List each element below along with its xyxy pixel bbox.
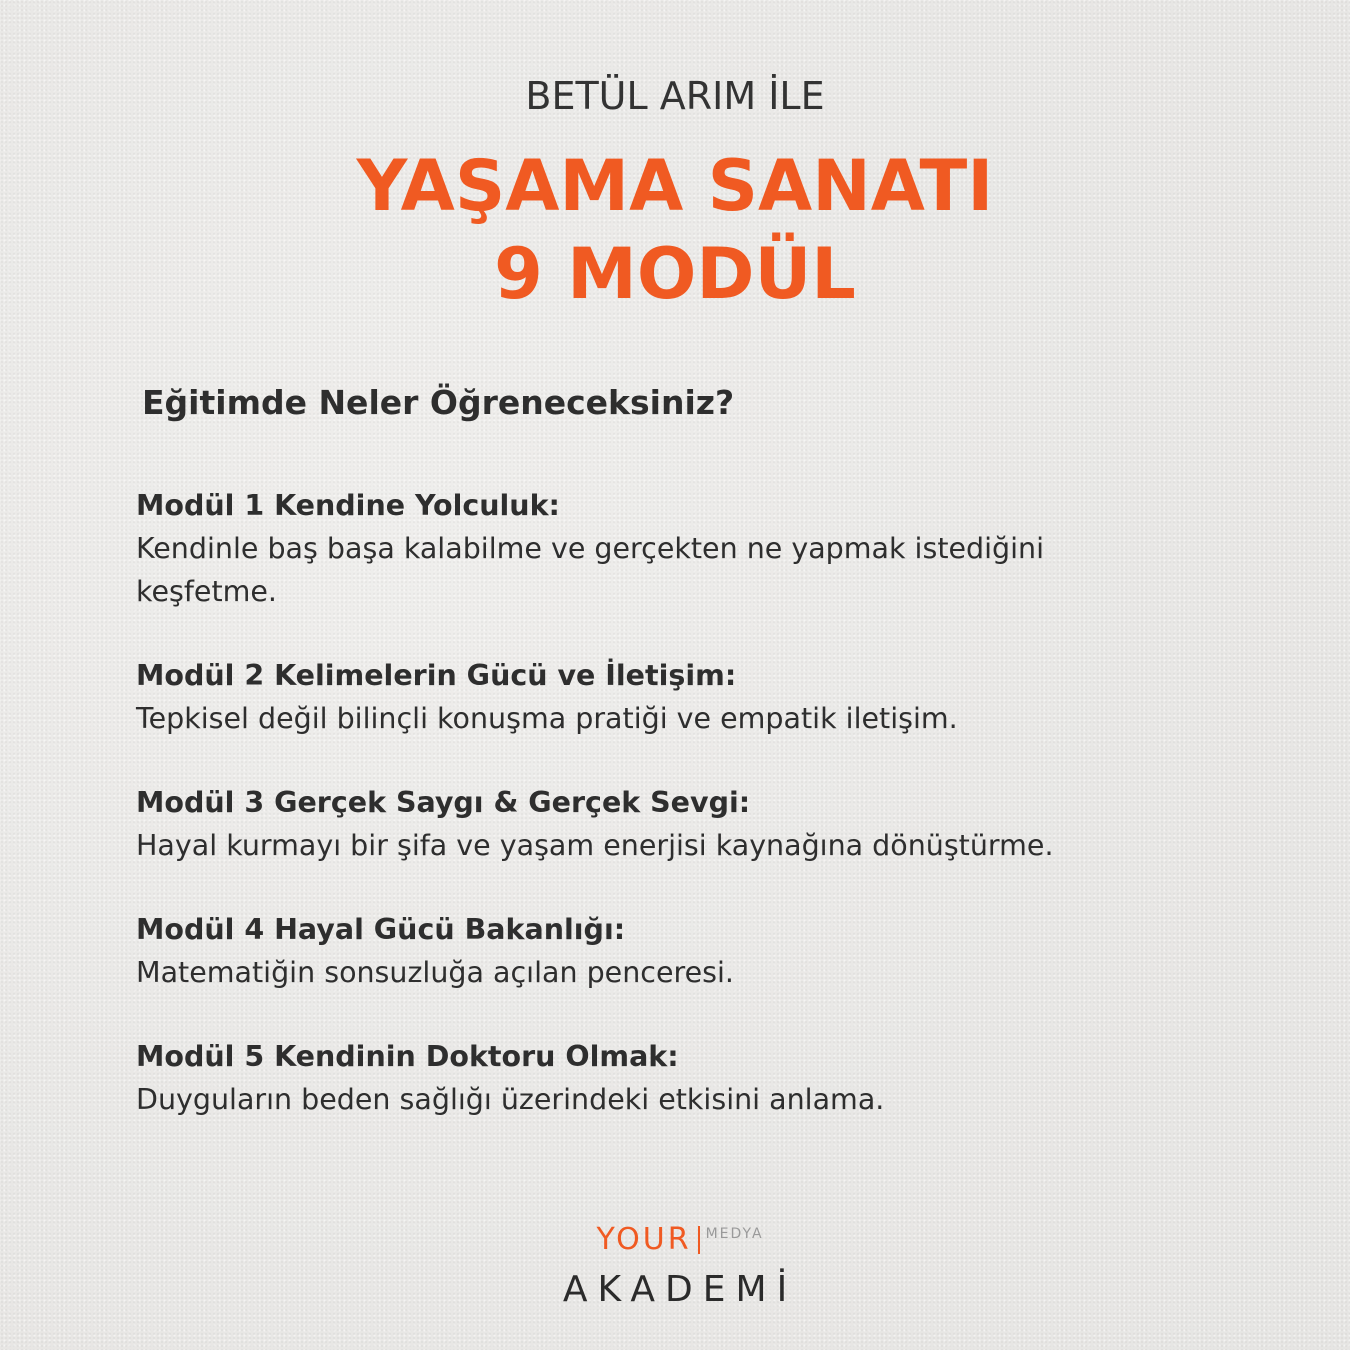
module-description: Hayal kurmayı bir şifa ve yaşam enerjisi kaynağına dönüştürme. bbox=[136, 829, 1054, 862]
presenter-name: BETÜL ARIM İLE bbox=[525, 74, 825, 118]
module-item bbox=[136, 655, 1226, 740]
module-description: Duyguların beden sağlığı üzerindeki etkisini anlama. bbox=[136, 1083, 885, 1116]
brand-logo bbox=[0, 1222, 1350, 1316]
brand-your-text: YOUR bbox=[596, 1222, 692, 1257]
module-title: Modül 2 Kelimelerin Gücü ve İletişim: bbox=[136, 659, 737, 692]
module-item bbox=[136, 782, 1226, 867]
header bbox=[0, 70, 1350, 318]
module-description: Kendinle baş başa kalabilme ve gerçekten ne yapmak istediğini keşfetme. bbox=[136, 532, 1045, 608]
module-title: Modül 3 Gerçek Saygı & Gerçek Sevgi: bbox=[136, 786, 751, 819]
module-list bbox=[136, 485, 1226, 1163]
module-item bbox=[136, 485, 1226, 613]
main-subtitle: 9 MODÜL bbox=[494, 233, 856, 315]
module-description: Matematiğin sonsuzluğa açılan penceresi. bbox=[136, 956, 734, 989]
section-question: Eğitimde Neler Öğreneceksiniz? bbox=[142, 383, 735, 422]
brand-logo-row bbox=[596, 1222, 763, 1258]
module-title: Modül 4 Hayal Gücü Bakanlığı: bbox=[136, 913, 626, 946]
brand-divider bbox=[698, 1226, 700, 1254]
main-title: YAŞAMA SANATI bbox=[356, 145, 994, 227]
module-title: Modül 1 Kendine Yolculuk: bbox=[136, 489, 560, 522]
module-item bbox=[136, 909, 1226, 994]
brand-medya-text: MEDYA bbox=[705, 1226, 764, 1242]
brand-academy-text: AKADEMİ bbox=[562, 1269, 798, 1310]
module-description: Tepkisel değil bilinçli konuşma pratiği ve empatik iletişim. bbox=[136, 702, 958, 735]
module-title: Modül 5 Kendinin Doktoru Olmak: bbox=[136, 1040, 679, 1073]
module-item bbox=[136, 1036, 1226, 1121]
